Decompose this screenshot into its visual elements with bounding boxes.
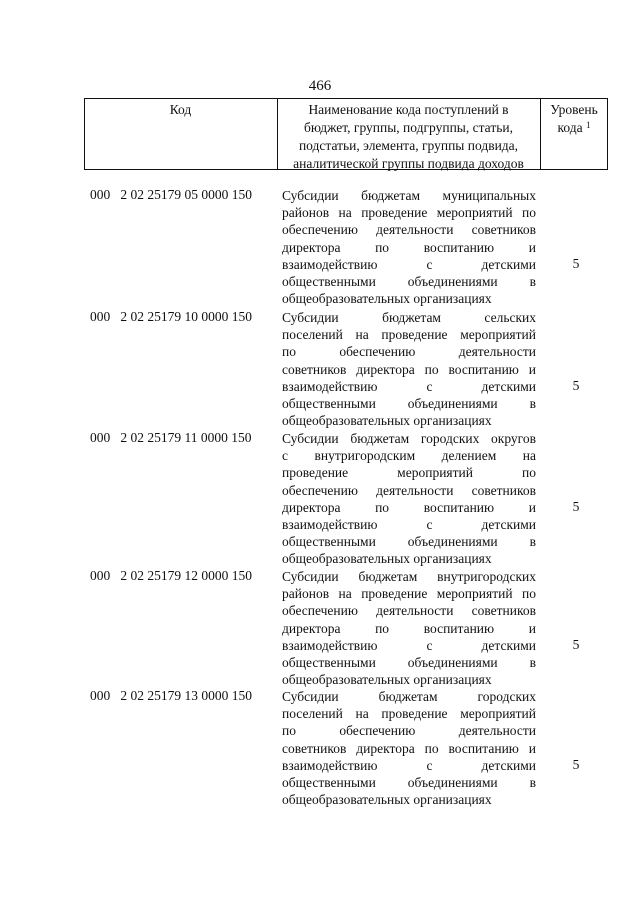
row-name bbox=[282, 568, 536, 688]
row-name-line: общеобразовательных организациях bbox=[282, 413, 492, 429]
row-name-line: взаимодействию с детскими bbox=[282, 757, 536, 773]
row-name-line: Субсидии бюджетам городских bbox=[282, 689, 536, 704]
header-name-line: Наименование кода поступлений в bbox=[308, 102, 509, 117]
row-name-line: общественными объединениями в bbox=[282, 273, 536, 289]
row-name-line: поселений на проведение мероприятий bbox=[282, 327, 536, 343]
row-level: 5 bbox=[572, 756, 580, 772]
header-level bbox=[542, 101, 606, 137]
row-name-line: обеспечению деятельности советников bbox=[282, 222, 536, 238]
row-name-line: общественными объединениями в bbox=[282, 774, 536, 790]
row-name bbox=[282, 309, 536, 429]
row-name-line: Субсидии бюджетам городских округов bbox=[282, 431, 536, 446]
row-code: 000 2 02 25179 13 0000 150 bbox=[90, 688, 252, 703]
row-name-line: обеспечению деятельности советников bbox=[282, 482, 536, 498]
row-name-line: Субсидии бюджетам сельских bbox=[282, 310, 536, 325]
header-divider bbox=[540, 99, 541, 169]
row-name-line: Субсидии бюджетам внутригородских bbox=[282, 569, 536, 584]
row-name-line: взаимодействию с детскими bbox=[282, 256, 536, 272]
row-name-line: взаимодействию с детскими bbox=[282, 378, 536, 394]
header-level-word: кода bbox=[557, 120, 583, 135]
row-name-line: районов на проведение мероприятий по bbox=[282, 205, 536, 221]
row-name-line: обеспечению деятельности советников bbox=[282, 603, 536, 619]
row-level: 5 bbox=[572, 255, 580, 271]
row-name-line: общеобразовательных организациях bbox=[282, 291, 492, 307]
header-name bbox=[281, 101, 536, 173]
row-code: 000 2 02 25179 10 0000 150 bbox=[90, 309, 252, 324]
row-name-line: общественными объединениями в bbox=[282, 654, 536, 670]
header-code: Код bbox=[169, 102, 192, 117]
row-name-line: общественными объединениями в bbox=[282, 395, 536, 411]
header-divider bbox=[277, 99, 278, 169]
row-level: 5 bbox=[572, 636, 580, 652]
row-name-line: поселений на проведение мероприятий bbox=[282, 706, 536, 722]
row-name-line: общеобразовательных организациях bbox=[282, 551, 492, 567]
row-name-line: директора по воспитанию и bbox=[282, 499, 536, 515]
row-name-line: по обеспечению деятельности bbox=[282, 723, 536, 739]
row-code: 000 2 02 25179 05 0000 150 bbox=[90, 187, 252, 202]
header-level-line: Уровень bbox=[550, 102, 598, 117]
row-name-line: взаимодействию с детскими bbox=[282, 637, 536, 653]
row-name-line: взаимодействию с детскими bbox=[282, 516, 536, 532]
row-name bbox=[282, 187, 536, 307]
row-name-line: общественными объединениями в bbox=[282, 534, 536, 550]
row-name-line: с внутригородским делением на bbox=[282, 448, 536, 464]
row-name-line: Субсидии бюджетам муниципальных bbox=[282, 188, 536, 203]
row-name-line: проведение мероприятий по bbox=[282, 465, 536, 481]
header-divider bbox=[607, 99, 608, 169]
row-name-line: по обеспечению деятельности bbox=[282, 344, 536, 360]
row-name-line: общеобразовательных организациях bbox=[282, 672, 492, 688]
header-name-line: подстатьи, элемента, группы подвида, bbox=[298, 138, 519, 153]
header-level-line bbox=[542, 119, 606, 137]
header-name-line: аналитической группы подвида доходов bbox=[293, 156, 524, 171]
row-name-line: директора по воспитанию и bbox=[282, 239, 536, 255]
footnote-mark: 1 bbox=[585, 120, 591, 130]
table-header bbox=[84, 98, 608, 170]
row-level: 5 bbox=[572, 377, 580, 393]
row-name-line: районов на проведение мероприятий по bbox=[282, 586, 536, 602]
header-name-line: бюджет, группы, подгруппы, статьи, bbox=[304, 120, 513, 135]
row-name-line: советников директора по воспитанию и bbox=[282, 361, 536, 377]
row-name-line: директора по воспитанию и bbox=[282, 620, 536, 636]
row-code: 000 2 02 25179 12 0000 150 bbox=[90, 568, 252, 583]
row-code: 000 2 02 25179 11 0000 150 bbox=[90, 430, 252, 445]
row-name-line: общеобразовательных организациях bbox=[282, 792, 492, 808]
row-name-line: советников директора по воспитанию и bbox=[282, 740, 536, 756]
row-name bbox=[282, 430, 536, 568]
row-name bbox=[282, 688, 536, 808]
row-level: 5 bbox=[572, 498, 580, 514]
page-number: 466 bbox=[308, 78, 332, 94]
